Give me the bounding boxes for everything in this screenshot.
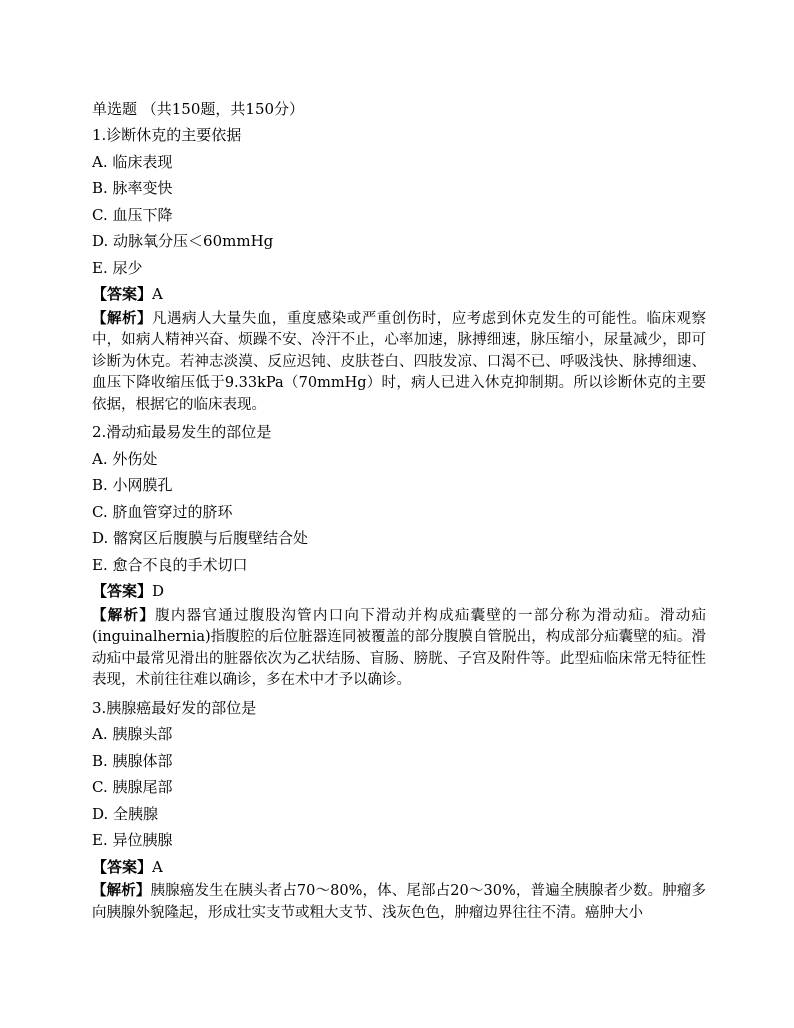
analysis-label: 【解析】 [92, 309, 152, 327]
option-c: C. 血压下降 [92, 205, 173, 224]
document-page [92, 96, 706, 927]
answer-line [92, 281, 706, 308]
question-block [92, 419, 706, 692]
option-e: E. 异位胰腺 [92, 831, 173, 849]
question-stem: 1.诊断休克的主要依据 [92, 126, 242, 144]
option-b: B. 胰腺体部 [92, 751, 173, 770]
answer-value: A [152, 857, 163, 876]
analysis-text: 腹内器官通过腹股沟管内口向下滑动并构成疝囊壁的一部分称为滑动疝。滑动疝(inguinalhernia)指腹腔的后位脏器连同被覆盖的部分腹膜自管脱出，构成部分疝囊壁的疝。滑动疝中最常见滑出的脏器依次为乙状结肠、盲肠、膀胱、子宫及附件等。此型疝临床常无特征性表现，术前往往难以确诊，多在术中才予以确诊。 [92, 607, 707, 688]
question-stem: 3.胰腺癌最好发的部位是 [92, 698, 257, 717]
analysis-paragraph [92, 605, 706, 692]
option-c: C. 脐血管穿过的脐环 [92, 502, 233, 521]
option-a: A. 临床表现 [92, 152, 173, 171]
answer-label: 【答案】 [92, 582, 153, 600]
option-e: E. 尿少 [92, 258, 143, 277]
analysis-label: 【解析】 [92, 606, 156, 624]
answer-label: 【答案】 [92, 857, 153, 876]
option-d: D. 全胰腺 [92, 804, 159, 823]
answer-label: 【答案】 [92, 285, 153, 303]
analysis-text: 胰腺癌发生在胰头者占70～80%，体、尾部占20～30%，普遍全胰腺者少数。肿瘤多向胰腺外貌隆起，形成壮实支节或粗大支节、浅灰色色，肿瘤边界往往不清。癌肿大小 [92, 883, 707, 921]
answer-value: D [152, 582, 165, 600]
answer-value: A [152, 285, 163, 303]
section-title: 单选题 （共150题，共150分） [92, 100, 305, 118]
analysis-paragraph [92, 880, 706, 924]
option-a: A. 胰腺头部 [92, 725, 173, 743]
option-d: D. 动脉氧分压＜60mmHg [92, 232, 274, 250]
analysis-paragraph [92, 308, 706, 417]
question-block [92, 695, 706, 925]
answer-line [92, 854, 706, 881]
answer-line [92, 578, 706, 605]
analysis-text: 凡遇病人大量失血，重度感染或严重创伤时，应考虑到休克发生的可能性。临床观察中，如病人精神兴奋、烦躁不安、冷汗不止，心率加速，脉搏细速，脉压缩小，尿量减少，即可诊断为休克。若神志淡漠、反应迟钝、皮肤苍白、四肢发凉、口渴不已、呼吸浅快、脉搏细速、血压下降收缩压低于9.33kPa（70mmHg）时，病人已进入休克抑制期。所以诊断休克的主要依据，根据它的临床表现。 [92, 310, 706, 413]
question-stem: 2.滑动疝最易发生的部位是 [92, 423, 272, 441]
option-a: A. 外伤处 [92, 449, 158, 468]
option-b: B. 小网膜孔 [92, 476, 173, 494]
option-e: E. 愈合不良的手术切口 [92, 555, 248, 574]
option-b: B. 脉率变快 [92, 179, 173, 197]
question-block [92, 122, 706, 416]
option-d: D. 髂窝区后腹膜与后腹壁结合处 [92, 529, 309, 547]
option-c: C. 胰腺尾部 [92, 778, 173, 796]
analysis-label: 【解析】 [92, 882, 151, 899]
